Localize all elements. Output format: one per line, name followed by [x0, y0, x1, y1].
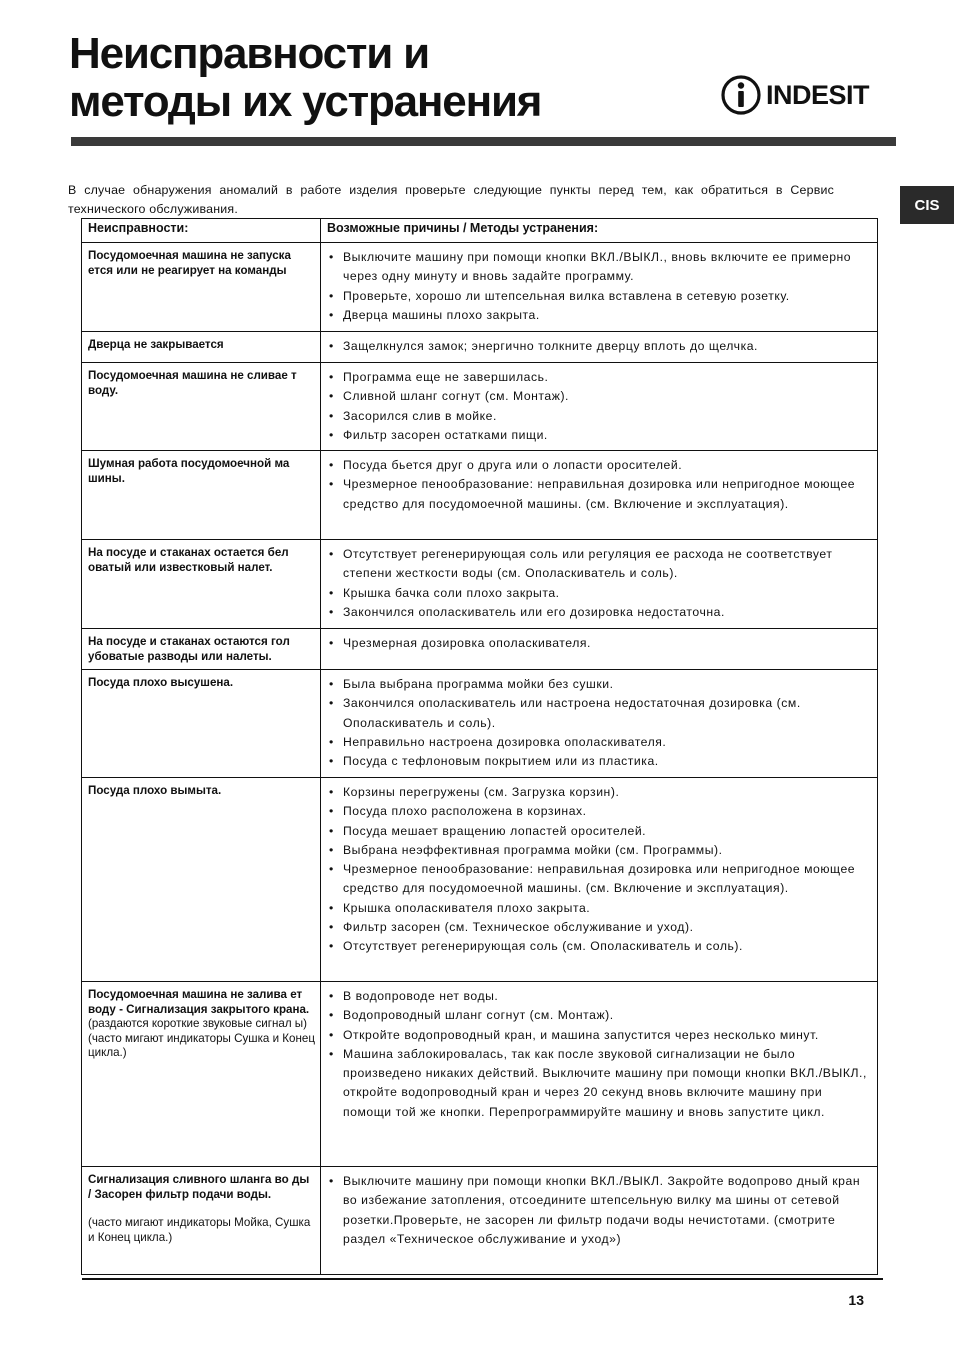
cause-item: • Выбрана неэффективная программа мойки (см. Программы).: [327, 841, 872, 860]
cause-item: • Крышка ополаскивателя плохо закрыта.: [327, 899, 872, 918]
cause-list: [327, 675, 872, 771]
causes-cell: [321, 243, 878, 332]
page-title: [69, 30, 541, 126]
cause-item: • Машина заблокировалась, так как после звуковой сигнализации не было произведено никаких действий. Выключите машину при помощи кнопки ВКЛ./ВЫКЛ., откройте водопроводный кран и через 20 секунд вновь включите машину при помощи той же кнопки. Перепрограммируйте машину и вновь запустите цикл.: [327, 1045, 872, 1122]
fault-title: На посуде и стаканах остаются гол убоватые разводы или налеты.: [88, 635, 290, 663]
intro-text: В случае обнаружения аномалий в работе изделия проверьте следующие пункты перед тем, как обратиться в Сервис технического обслуживания.: [68, 183, 834, 216]
cause-item: • Выключите машину при помощи кнопки ВКЛ./ВЫКЛ. Закройте водопрово дный кран во избежание затопления, отсоедините штепсельную вилку ма шины от сетевой розетки.Проверьте, не засорен ли фильтр подачи воды нечистотами. (смотрите раздел «Техническое обслуживание и уход»): [327, 1172, 872, 1249]
cause-item: • В водопроводе нет воды.: [327, 987, 872, 1006]
page-title-line-1: Неисправности и: [69, 29, 429, 78]
fault-title: Шумная работа посудомоечной ма шины.: [88, 457, 290, 485]
cause-list: [327, 634, 872, 653]
cause-item: • Фильтр засорен (см. Техническое обслуживание и уход).: [327, 918, 872, 937]
column-header-causes: Возможные причины / Методы устранения:: [321, 219, 878, 243]
fault-title: Сигнализация сливного шланга во ды / Засорен фильтр подачи воды.: [88, 1173, 310, 1201]
cause-item: • Водопроводный шланг согнут (см. Монтаж).: [327, 1006, 872, 1025]
cause-item: • Сливной шланг согнут (см. Монтаж).: [327, 387, 872, 406]
fault-cell: [82, 629, 321, 670]
fault-cell: [82, 363, 321, 451]
cause-item: • Дверца машины плохо закрыта.: [327, 306, 872, 325]
table-row: [82, 670, 878, 778]
cause-list: [327, 368, 872, 445]
cause-list: [327, 987, 872, 1122]
fault-cell: [82, 982, 321, 1167]
cause-item: • Программа еще не завершилась.: [327, 368, 872, 387]
table-row: [82, 1167, 878, 1275]
cause-list: [327, 337, 872, 356]
table-row: [82, 629, 878, 670]
page-title-line-2: методы их устранения: [69, 77, 542, 126]
table-row: [82, 982, 878, 1167]
causes-cell: [321, 1167, 878, 1275]
cause-list: [327, 545, 872, 622]
cause-list: [327, 248, 872, 325]
cause-item: • Отсутствует регенерирующая соль или регуляция ее расхода не соответствует степени жесткости воды (см. Ополаскиватель и соль).: [327, 545, 872, 584]
causes-cell: [321, 540, 878, 629]
fault-title: Посудомоечная машина не сливае т воду.: [88, 369, 297, 397]
cause-item: • Проверьте, хорошо ли штепсельная вилка вставлена в сетевую розетку.: [327, 287, 872, 306]
fault-title: Посудомоечная машина не залива ет воду - Сигнализация закрытого крана.: [88, 988, 310, 1016]
table-row: [82, 363, 878, 451]
fault-title: Посудомоечная машина не запуска ется или не реагирует на команды: [88, 249, 291, 277]
cause-item: • Крышка бачка соли плохо закрыта.: [327, 584, 872, 603]
cause-item: • Отсутствует регенерирующая соль (см. Ополаскиватель и соль).: [327, 937, 872, 956]
cause-item: • Чрезмерное пенообразование: неправильная дозировка или непригодное моющее средство для посудомоечной машины. (см. Включение и эксплуатация).: [327, 860, 872, 899]
cause-item: • Посуда бьется друг о друга или о лопасти оросителей.: [327, 456, 872, 475]
fault-cell: [82, 451, 321, 540]
cause-item: • Была выбрана программа мойки без сушки.: [327, 675, 872, 694]
table-header-row: [82, 219, 878, 243]
cause-item: • Неправильно настроена дозировка ополаскивателя.: [327, 733, 872, 752]
column-header-faults: Неисправности:: [82, 219, 321, 243]
fault-title: Посуда плохо высушена.: [88, 676, 234, 689]
page-number: 13: [848, 1292, 864, 1308]
cause-item: • Посуда мешает вращению лопастей оросителей.: [327, 822, 872, 841]
cause-item: • Фильтр засорен остатками пищи.: [327, 426, 872, 445]
fault-title: Посуда плохо вымыта.: [88, 784, 222, 797]
fault-cell: [82, 778, 321, 982]
table-row: [82, 243, 878, 332]
cause-item: • Чрезмерная дозировка ополаскивателя.: [327, 634, 872, 653]
fault-title: На посуде и стаканах остается бел оватый или известковый налет.: [88, 546, 289, 574]
fault-cell: [82, 670, 321, 778]
cause-item: • Закончился ополаскиватель или настроена недостаточная дозировка (см. Ополаскиватель и соль).: [327, 694, 872, 733]
language-tab: CIS: [900, 186, 954, 224]
cause-item: • Засорился слив в мойке.: [327, 407, 872, 426]
fault-cell: [82, 1167, 321, 1275]
cause-item: • Защелкнулся замок; энергично толкните дверцу вплоть до щелчка.: [327, 337, 872, 356]
cause-list: [327, 1172, 872, 1249]
cause-list: [327, 783, 872, 957]
fault-cell: [82, 332, 321, 363]
cause-item: • Посуда плохо расположена в корзинах.: [327, 802, 872, 821]
cause-item: • Посуда с тефлоновым покрытием или из пластика.: [327, 752, 872, 771]
fault-note: (часто мигают индикаторы Мойка, Сушка и Конец цикла.): [88, 1216, 311, 1244]
troubleshooting-table: [81, 218, 878, 1275]
cause-item: • Чрезмерное пенообразование: неправильная дозировка или непригодное моющее средство для посудомоечной машины. (см. Включение и эксплуатация).: [327, 475, 872, 514]
fault-title: Дверца не закрывается: [88, 338, 224, 351]
causes-cell: [321, 332, 878, 363]
fault-note: (раздаются короткие звуковые сигнал ы) (часто мигают индикаторы Сушка и Конец цикла.): [88, 1017, 315, 1059]
causes-cell: [321, 451, 878, 540]
table-row: [82, 540, 878, 629]
cause-item: • Корзины перегружены (см. Загрузка корзин).: [327, 783, 872, 802]
cause-item: • Выключите машину при помощи кнопки ВКЛ./ВЫКЛ., вновь включите ее примерно через одну минуту и вновь задайте программу.: [327, 248, 872, 287]
table-row: [82, 778, 878, 982]
causes-cell: [321, 670, 878, 778]
table-row: [82, 332, 878, 363]
title-rule: [71, 137, 896, 146]
causes-cell: [321, 982, 878, 1167]
causes-cell: [321, 629, 878, 670]
brand-name: INDESIT: [766, 79, 870, 110]
causes-cell: [321, 778, 878, 982]
fault-cell: [82, 243, 321, 332]
fault-cell: [82, 540, 321, 629]
cause-item: • Закончился ополаскиватель или его дозировка недостаточна.: [327, 603, 872, 622]
cause-list: [327, 456, 872, 514]
table-body: [82, 243, 878, 1275]
indesit-i-icon: [720, 74, 762, 116]
causes-cell: [321, 363, 878, 451]
brand-logo: [720, 73, 869, 117]
cause-item: • Откройте водопроводный кран, и машина запустится через несколько минут.: [327, 1026, 872, 1045]
footer-rule: [82, 1278, 883, 1280]
table-row: [82, 451, 878, 540]
